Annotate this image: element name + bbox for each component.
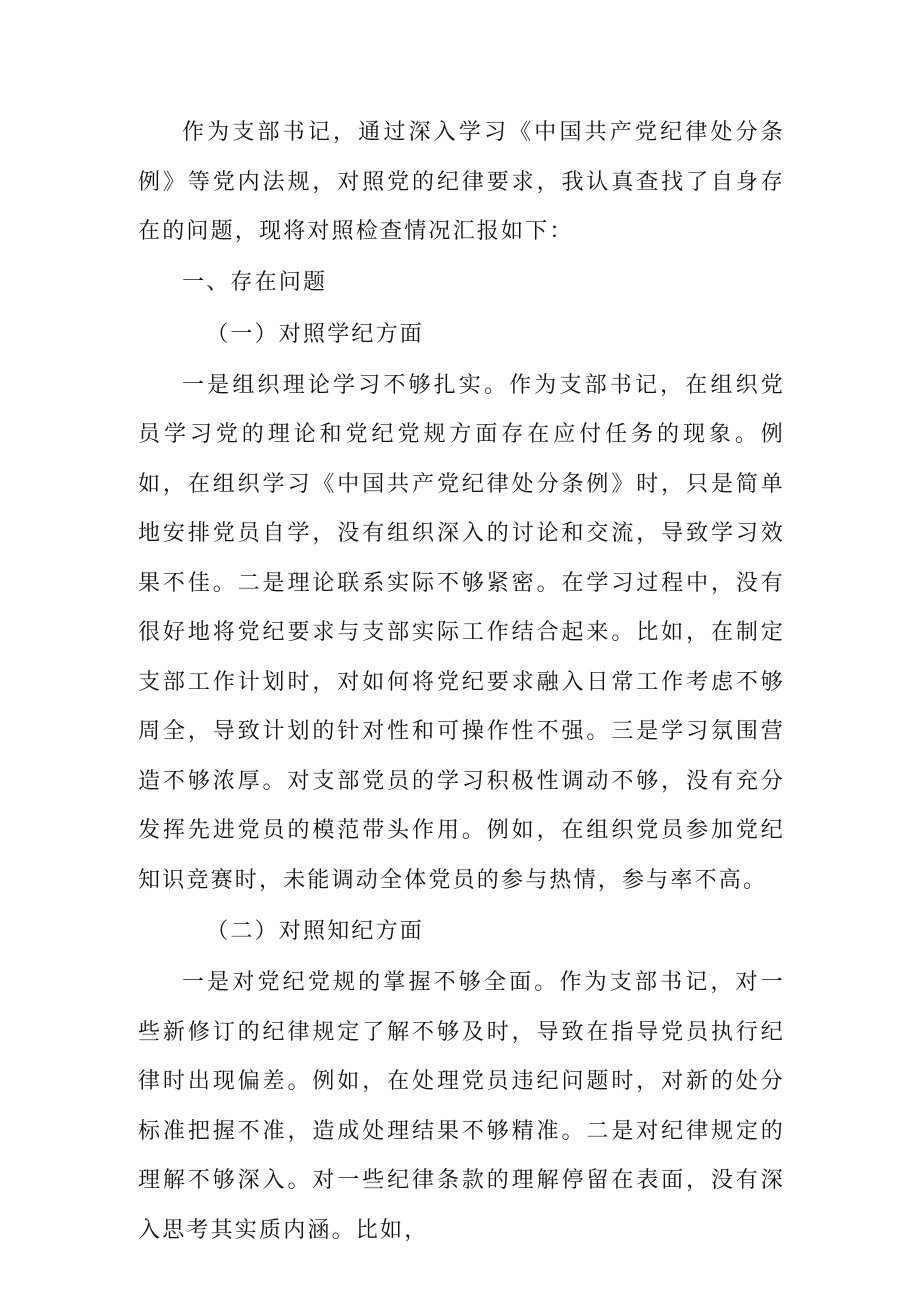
subsection-1-paragraph: 一是组织理论学习不够扎实。作为支部书记，在组织党员学习党的理论和党纪党规方面存在应付任务的现象。例如，在组织学习《中国共产党纪律处分条例》时，只是简单地安排党员自学，没有组织深入的讨论和交流，导致学习效果不佳。二是理论联系实际不够紧密。在学习过程中，没有很好地将党纪要求与支部实际工作结合起来。比如，在制定支部工作计划时，对如何将党纪要求融入日常工作考虑不够周全，导致计划的针对性和可操作性不强。三是学习氛围营造不够浓厚。对支部党员的学习积极性调动不够，没有充分发挥先进党员的模范带头作用。例如，在组织党员参加党纪知识竞赛时，未能调动全体党员的参与热情，参与率不高。 (138, 372, 785, 893)
document-body (138, 108, 785, 1255)
section-heading-problems: 一、存在问题 (182, 269, 328, 295)
intro-paragraph: 作为支部书记，通过深入学习《中国共产党纪律处分条例》等党内法规，对照党的纪律要求，我认真查找了自身存在的问题，现将对照检查情况汇报如下： (138, 120, 785, 244)
subsection-2-paragraph: 一是对党纪党规的掌握不够全面。作为支部书记，对一些新修订的纪律规定了解不够及时，导致在指导党员执行纪律时出现偏差。例如，在处理党员违纪问题时，对新的处分标准把握不准，造成处理结果不够精准。二是对纪律规定的理解不够深入。对一些纪律条款的理解停留在表面，没有深入思考其实质内涵。比如， (138, 970, 785, 1243)
subsection-heading-study-discipline: （一）对照学纪方面 (206, 321, 424, 347)
subsection-heading-know-discipline: （二）对照知纪方面 (206, 919, 424, 944)
